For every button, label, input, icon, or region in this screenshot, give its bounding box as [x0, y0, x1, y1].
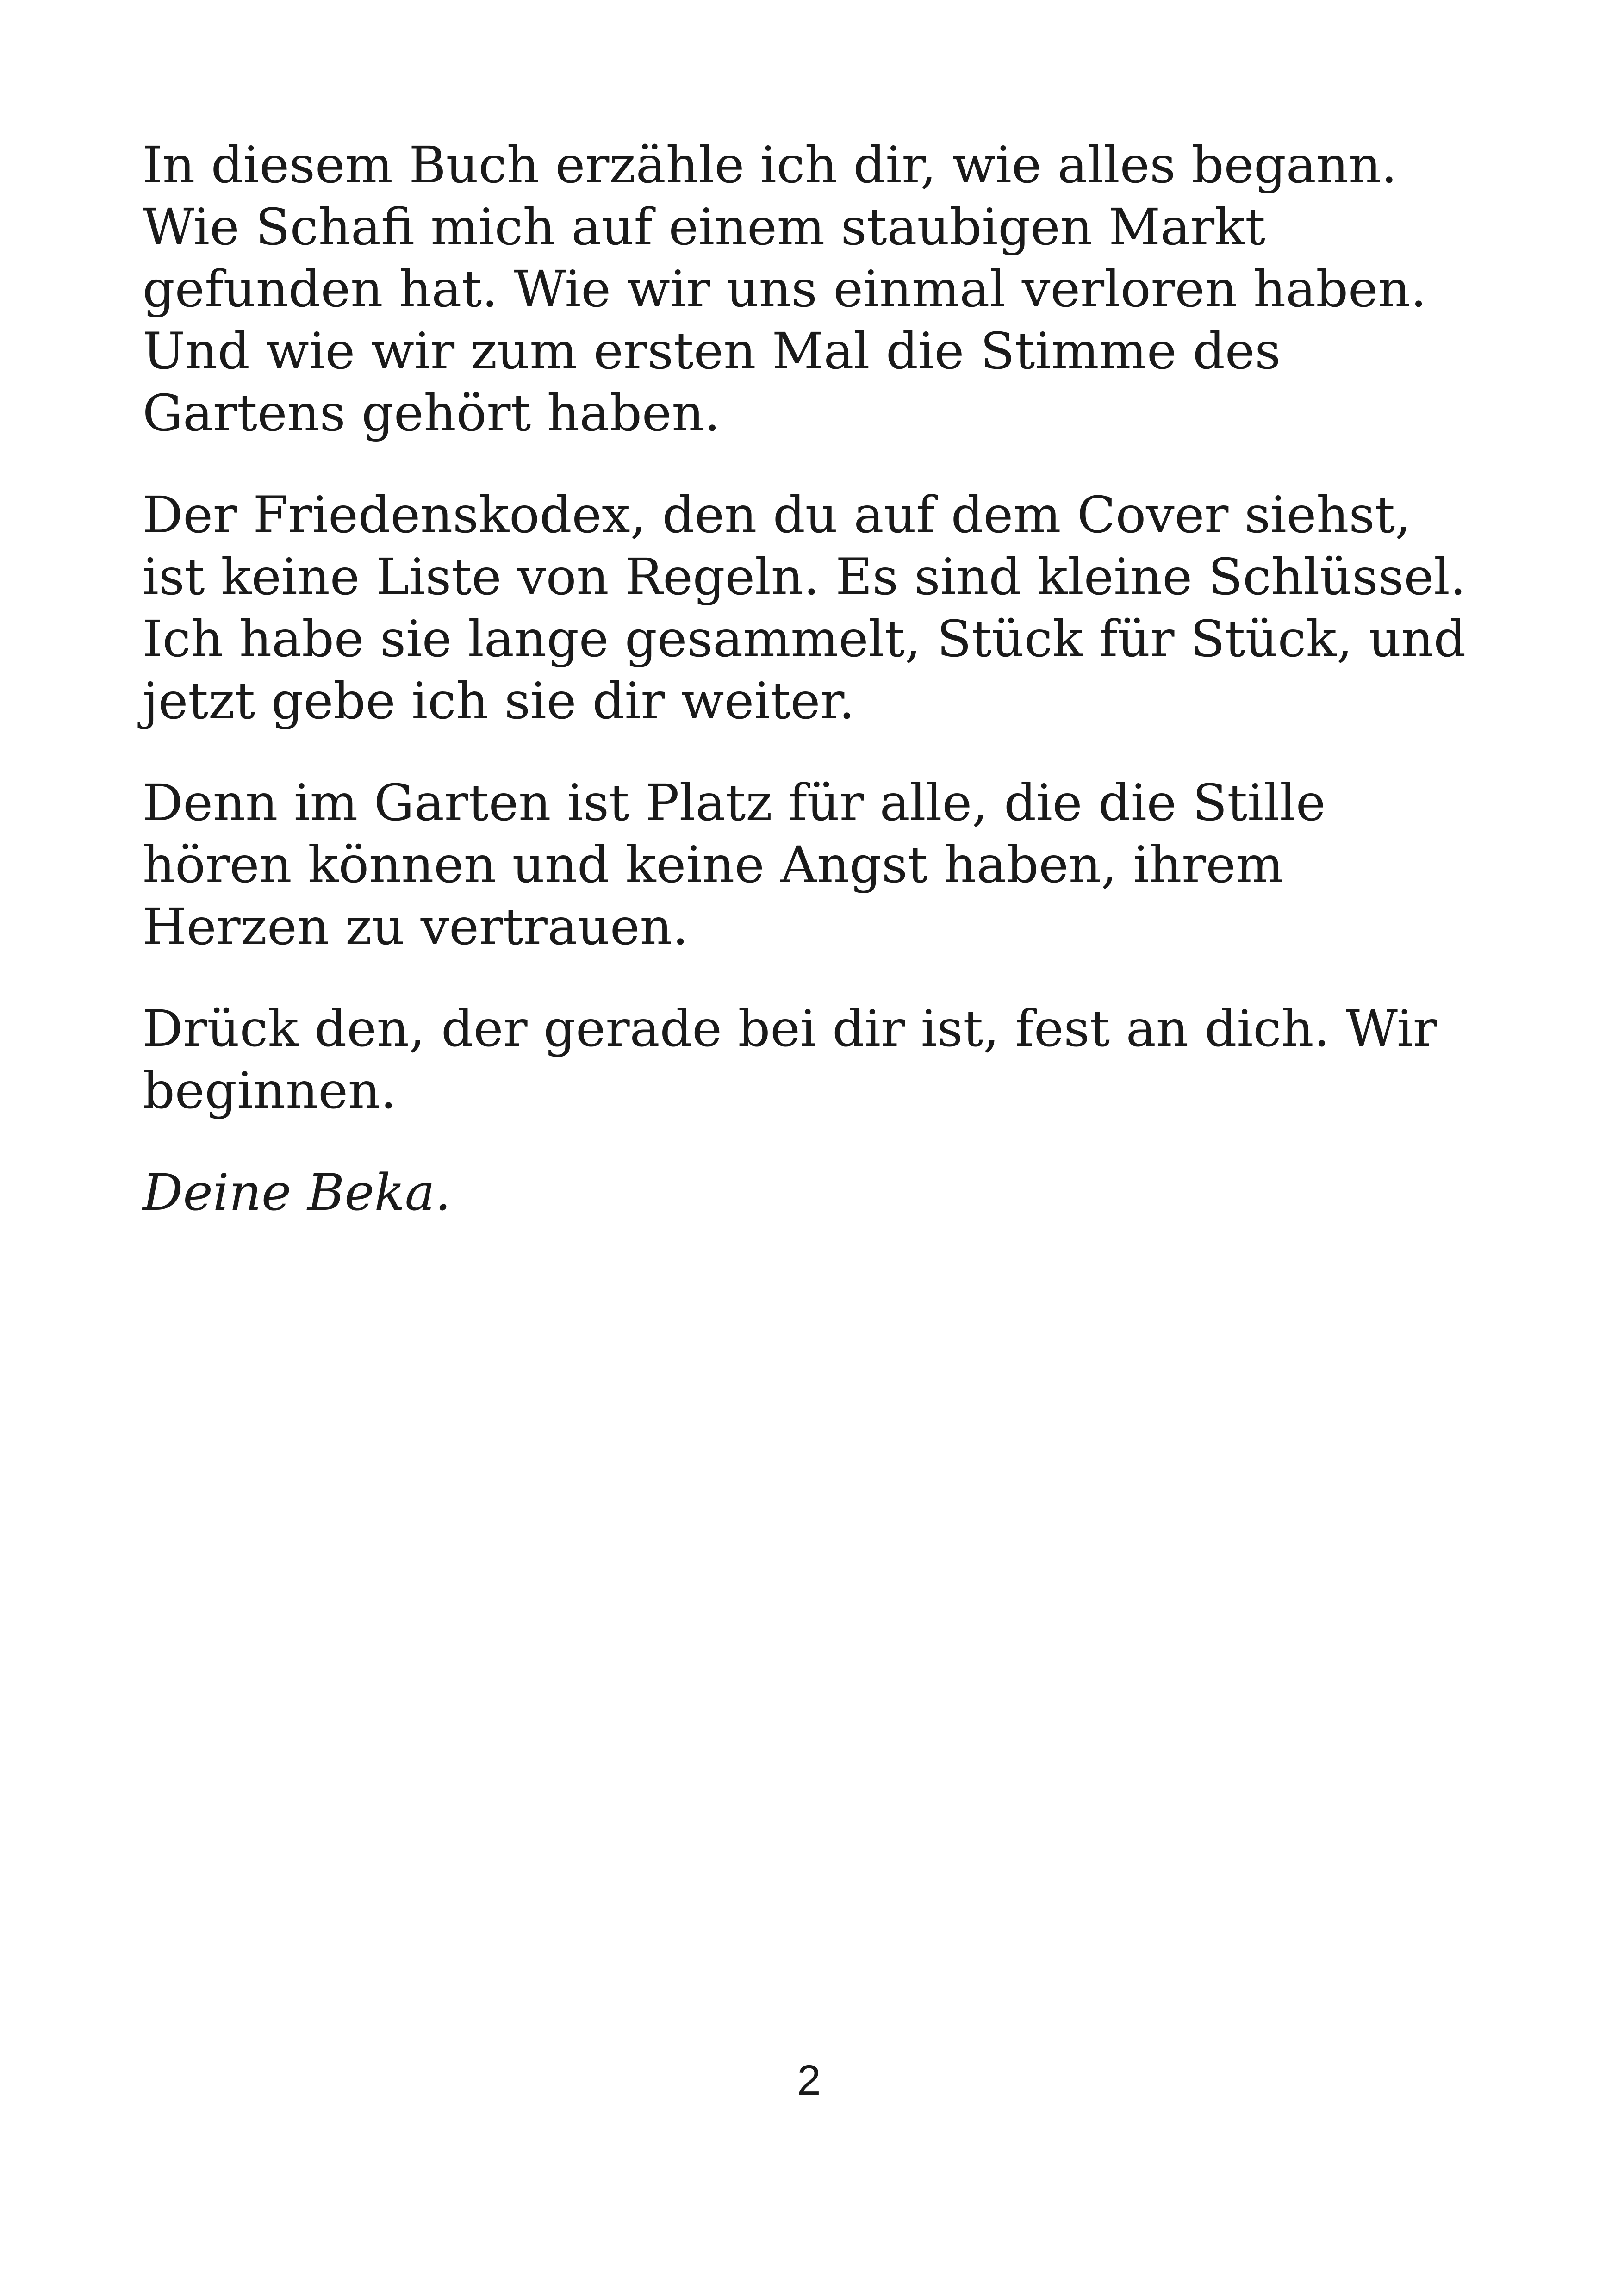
paragraph-intro: In diesem Buch erzähle ich dir, wie alles begann. Wie Schafi mich auf einem staubigen Markt gefunden hat. Wie wir uns einmal verloren haben. Und wie wir zum ersten Mal die Stimme des Gartens gehört haben.	[143, 136, 1427, 442]
paragraph-hug: Drück den, der gerade bei dir ist, fest an dich. Wir beginnen.	[143, 999, 1437, 1120]
paragraph-friedenskodex: Der Friedenskodex, den du auf dem Cover siehst, ist keine Liste von Regeln. Es sind kleine Schlüssel. Ich habe sie lange gesammelt, Stück für Stück, und jetzt gebe ich sie dir weiter.	[143, 485, 1466, 730]
body-text	[143, 134, 1485, 1263]
paragraph-garden: Denn im Garten ist Platz für alle, die die Stille hören können und keine Angst haben, ihrem Herzen zu vertrauen.	[143, 773, 1326, 956]
page-number: 2	[797, 2057, 821, 2104]
signature: Deine Beka.	[143, 1163, 451, 1222]
